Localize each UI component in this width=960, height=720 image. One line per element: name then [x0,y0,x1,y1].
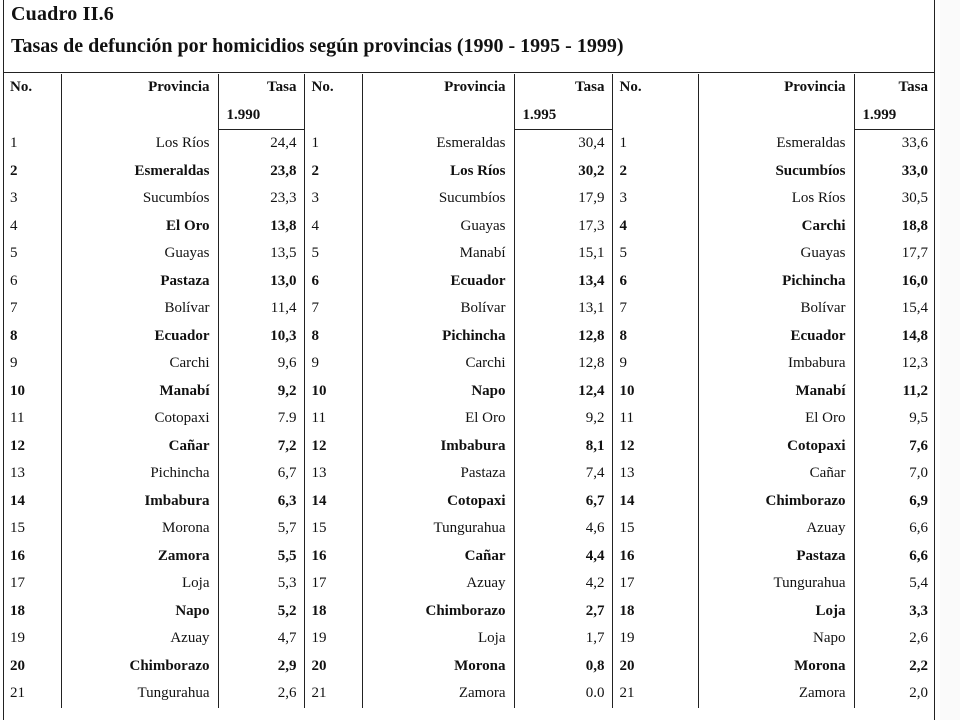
rank-cell: 6 [612,268,698,296]
province-cell: Bolívar [698,295,854,323]
province-cell: Los Ríos [61,130,218,158]
homicide-rate-table [3,74,935,708]
rank-cell: 5 [612,240,698,268]
table-row [3,543,935,571]
col-header-provincia: Provincia [698,74,854,102]
rank-cell: 3 [612,185,698,213]
rank-cell: 9 [612,350,698,378]
rate-cell: 4,6 [514,515,612,543]
rate-cell: 6,3 [218,488,304,516]
rank-cell: 1 [304,130,362,158]
rank-cell: 2 [304,158,362,186]
year-label: 1.999 [854,102,935,130]
rank-cell: 10 [304,378,362,406]
rank-cell: 16 [612,543,698,571]
rank-cell: 7 [3,295,61,323]
col-header-no: No. [304,74,362,102]
rate-cell: 6,6 [909,547,928,564]
rank-cell: 17 [304,570,362,598]
col-header-no: No. [3,74,61,102]
table-row [3,433,935,461]
rate-cell: 13,8 [218,213,304,241]
col-header-no: No. [612,74,698,102]
rate-cell: 9,2 [218,378,304,406]
rate-cell: 11,4 [218,295,304,323]
province-cell: Cotopaxi [362,488,514,516]
rate-cell: 18,8 [901,217,928,234]
province-cell: Zamora [698,680,854,708]
col-header-tasa: Tasa [218,74,304,102]
province-cell: Loja [698,598,854,626]
rank-cell: 21 [304,680,362,708]
table-row [3,488,935,516]
rank-cell: 15 [612,515,698,543]
rate-cell: 24,4 [218,130,304,158]
rank-cell: 15 [3,515,61,543]
rate-cell: 17,3 [514,213,612,241]
province-cell: Pichincha [362,323,514,351]
rate-cell: 3,3 [909,602,928,619]
province-cell: Bolívar [61,295,218,323]
province-cell: Chimborazo [698,488,854,516]
table-row [3,268,935,296]
rate-cell: 2,2 [909,657,928,674]
rank-cell: 1 [612,130,698,158]
rate-cell: 10,3 [218,323,304,351]
rank-cell: 12 [3,433,61,461]
table-row [3,515,935,543]
rank-cell: 17 [3,570,61,598]
province-cell: Cotopaxi [61,405,218,433]
rate-cell: 13,0 [218,268,304,296]
province-cell: Pastaza [61,268,218,296]
rate-cell: 4,4 [514,543,612,571]
rank-cell: 12 [304,433,362,461]
rate-cell: 8,1 [514,433,612,461]
rank-cell: 6 [3,268,61,296]
rank-cell: 18 [304,598,362,626]
rank-cell: 20 [612,653,698,681]
province-cell: Napo [698,625,854,653]
rate-cell: 4,2 [514,570,612,598]
rank-cell: 7 [304,295,362,323]
rate-cell: 2,6 [909,630,928,647]
province-cell: Pastaza [362,460,514,488]
province-cell: Sucumbíos [698,158,854,186]
rank-cell: 3 [3,185,61,213]
rank-cell: 3 [304,185,362,213]
province-cell: Tungurahua [698,570,854,598]
rank-cell: 2 [612,158,698,186]
table-row [3,295,935,323]
rank-cell: 11 [3,405,61,433]
rank-cell: 5 [3,240,61,268]
header-rule [3,72,935,73]
rank-cell: 14 [304,488,362,516]
rank-cell: 18 [612,598,698,626]
province-cell: Morona [61,515,218,543]
rate-cell: 30,4 [514,130,612,158]
year-label: 1.995 [514,102,612,130]
province-cell: Zamora [362,680,514,708]
province-cell: Guayas [698,240,854,268]
rate-cell: 16,0 [901,272,928,289]
province-cell: Manabí [61,378,218,406]
table-row [3,598,935,626]
rank-cell: 19 [3,625,61,653]
rate-cell: 23,8 [218,158,304,186]
rank-cell: 5 [304,240,362,268]
rank-cell: 7 [612,295,698,323]
province-cell: Guayas [362,213,514,241]
col-header-provincia: Provincia [61,74,218,102]
province-cell: Zamora [61,543,218,571]
col-header-tasa: Tasa [514,74,612,102]
rate-cell: 30,2 [514,158,612,186]
table-row [3,653,935,681]
rate-cell: 17,9 [514,185,612,213]
rate-cell: 12,4 [514,378,612,406]
rank-cell: 15 [304,515,362,543]
table-row [3,680,935,708]
rank-cell: 8 [304,323,362,351]
rate-cell: 17,7 [901,245,928,262]
rate-cell: 33,6 [901,135,928,152]
rate-cell: 7.9 [218,405,304,433]
rate-cell: 2,0 [909,685,928,702]
province-cell: Ecuador [61,323,218,351]
year-row [3,102,935,130]
rank-cell: 18 [3,598,61,626]
rate-cell: 11,2 [902,382,928,399]
rank-cell: 10 [612,378,698,406]
province-cell: Cañar [698,460,854,488]
rate-cell: 12,8 [514,323,612,351]
table-subtitle: Tasas de defunción por homicidios según provincias (1990 - 1995 - 1999) [11,35,624,57]
rank-cell: 20 [304,653,362,681]
rank-cell: 16 [3,543,61,571]
rank-cell: 20 [3,653,61,681]
rank-cell: 13 [612,460,698,488]
rate-cell: 6,7 [218,460,304,488]
rank-cell: 1 [3,130,61,158]
rank-cell: 21 [612,680,698,708]
rank-cell: 4 [612,213,698,241]
rate-cell: 12,3 [901,355,928,372]
province-cell: Esmeraldas [362,130,514,158]
rank-cell: 2 [3,158,61,186]
rate-cell: 6,6 [909,520,928,537]
rate-cell: 12,8 [514,350,612,378]
province-cell: Loja [61,570,218,598]
rank-cell: 14 [3,488,61,516]
rate-cell: 13,5 [218,240,304,268]
rate-cell: 9,6 [218,350,304,378]
province-cell: Morona [362,653,514,681]
province-cell: El Oro [61,213,218,241]
province-cell: Carchi [698,213,854,241]
rate-cell: 7,6 [909,437,928,454]
province-cell: Los Ríos [698,185,854,213]
page-margin [940,0,960,720]
province-cell: Azuay [362,570,514,598]
rate-cell: 7,2 [218,433,304,461]
rank-cell: 12 [612,433,698,461]
rank-cell: 16 [304,543,362,571]
year-label: 1.990 [218,102,304,130]
province-cell: Carchi [362,350,514,378]
table-row [3,378,935,406]
province-cell: Napo [362,378,514,406]
rate-cell: 15,1 [514,240,612,268]
rank-cell: 9 [304,350,362,378]
col-header-provincia: Provincia [362,74,514,102]
province-cell: Tungurahua [61,680,218,708]
rank-cell: 6 [304,268,362,296]
province-cell: Manabí [362,240,514,268]
rank-cell: 19 [612,625,698,653]
rate-cell: 2,6 [218,680,304,708]
rate-cell: 7,0 [909,465,928,482]
rate-cell: 0,8 [514,653,612,681]
rate-cell: 5,7 [218,515,304,543]
table-row [3,213,935,241]
col-header-tasa: Tasa [898,79,928,96]
rate-cell: 4,7 [218,625,304,653]
rate-cell: 7,4 [514,460,612,488]
rate-cell: 2,7 [514,598,612,626]
rank-cell: 10 [3,378,61,406]
table-row [3,323,935,351]
rate-cell: 5,3 [218,570,304,598]
rate-cell: 5,2 [218,598,304,626]
rank-cell: 11 [612,405,698,433]
rate-cell: 13,1 [514,295,612,323]
rank-cell: 9 [3,350,61,378]
rate-cell: 30,5 [901,190,928,207]
province-cell: Napo [61,598,218,626]
province-cell: Ecuador [362,268,514,296]
rank-cell: 13 [3,460,61,488]
province-cell: Cañar [61,433,218,461]
province-cell: Pichincha [61,460,218,488]
province-cell: Sucumbíos [362,185,514,213]
rate-cell: 6,7 [514,488,612,516]
rank-cell: 4 [304,213,362,241]
province-cell: Tungurahua [362,515,514,543]
rate-cell: 9,2 [514,405,612,433]
province-cell: Ecuador [698,323,854,351]
province-cell: Sucumbíos [61,185,218,213]
rank-cell: 21 [3,680,61,708]
rank-cell: 8 [612,323,698,351]
rank-cell: 14 [612,488,698,516]
rate-cell: 13,4 [514,268,612,296]
rate-cell: 9,5 [909,410,928,427]
rate-cell: 2,9 [218,653,304,681]
province-cell: Esmeraldas [698,130,854,158]
province-cell: Imbabura [61,488,218,516]
table-row [3,185,935,213]
province-cell: Esmeraldas [61,158,218,186]
province-cell: Morona [698,653,854,681]
table-row [3,625,935,653]
table-row [3,570,935,598]
table-row [3,460,935,488]
province-cell: Azuay [698,515,854,543]
province-cell: Los Ríos [362,158,514,186]
province-cell: Pichincha [698,268,854,296]
province-cell: Loja [362,625,514,653]
table-row [3,130,935,158]
province-cell: Chimborazo [362,598,514,626]
province-cell: Guayas [61,240,218,268]
rate-cell: 0.0 [514,680,612,708]
rate-cell: 14,8 [901,327,928,344]
rank-cell: 13 [304,460,362,488]
rank-cell: 19 [304,625,362,653]
rank-cell: 17 [612,570,698,598]
province-cell: Cañar [362,543,514,571]
rate-cell: 23,3 [218,185,304,213]
rank-cell: 4 [3,213,61,241]
province-cell: Imbabura [698,350,854,378]
table-row [3,350,935,378]
table-row [3,158,935,186]
province-cell: Azuay [61,625,218,653]
province-cell: Cotopaxi [698,433,854,461]
province-cell: El Oro [698,405,854,433]
province-cell: Bolívar [362,295,514,323]
table-row [3,405,935,433]
rate-cell: 33,0 [901,162,928,179]
table-row [3,240,935,268]
rank-cell: 8 [3,323,61,351]
rate-cell: 5,5 [218,543,304,571]
rate-cell: 15,4 [901,300,928,317]
rate-cell: 5,4 [909,575,928,592]
header-row [3,74,935,102]
province-cell: El Oro [362,405,514,433]
rate-cell: 6,9 [909,492,928,509]
province-cell: Imbabura [362,433,514,461]
province-cell: Manabí [698,378,854,406]
table-title: Cuadro II.6 [11,3,114,25]
province-cell: Pastaza [698,543,854,571]
province-cell: Chimborazo [61,653,218,681]
rank-cell: 11 [304,405,362,433]
province-cell: Carchi [61,350,218,378]
rate-cell: 1,7 [514,625,612,653]
